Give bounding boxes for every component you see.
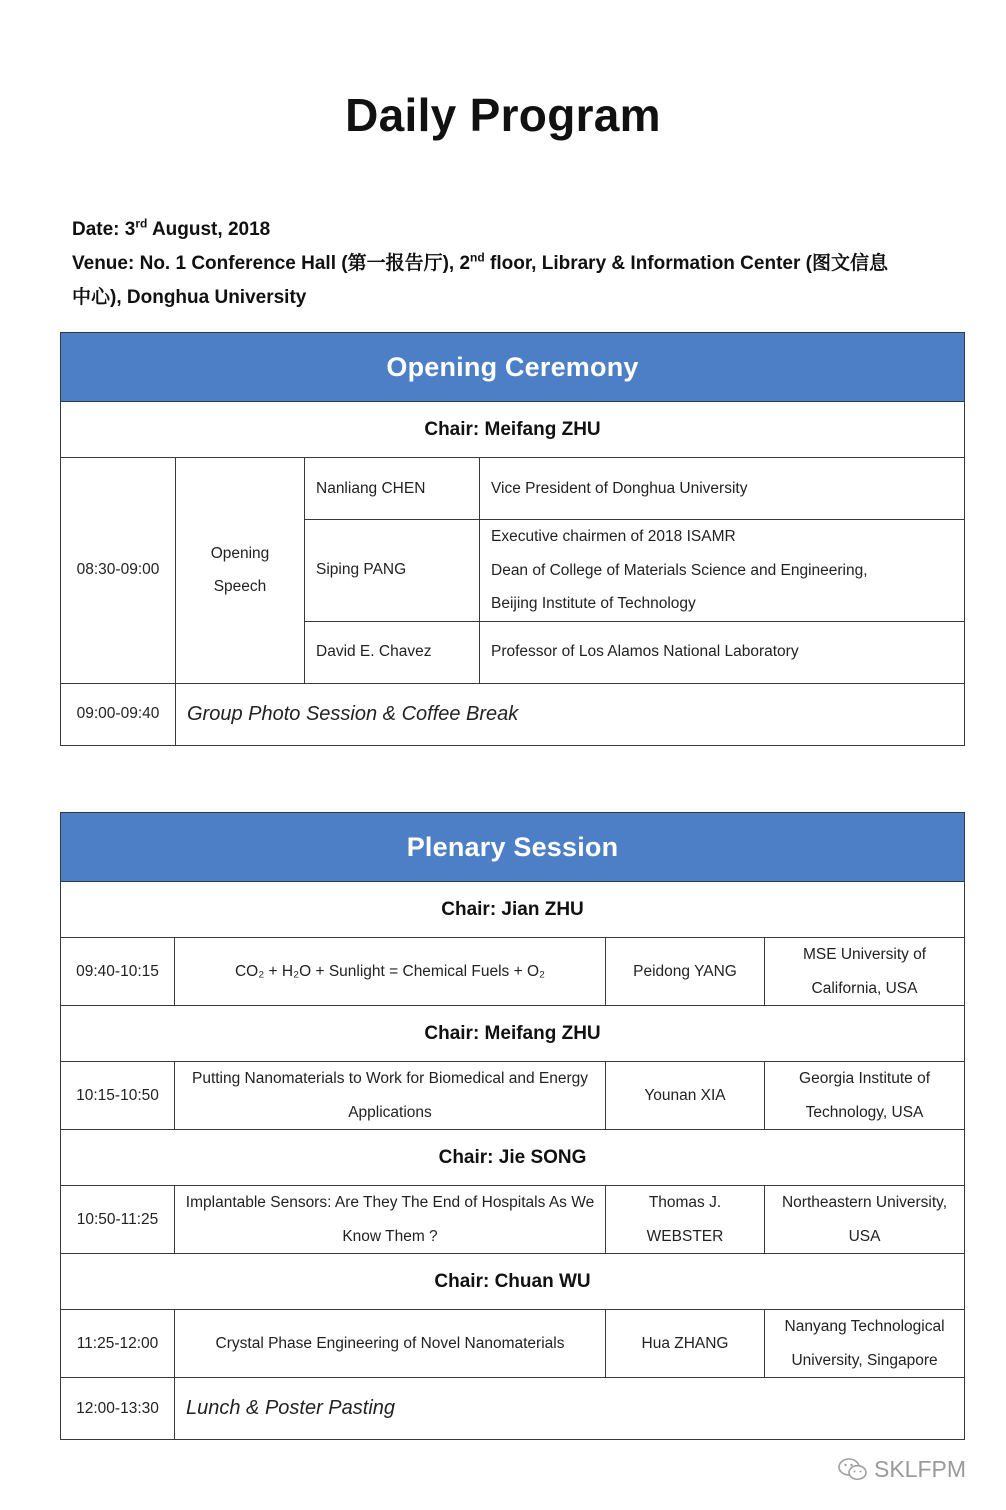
opening-item-line: Opening <box>210 544 270 562</box>
speaker-role <box>480 520 965 622</box>
speaker-role-line: Dean of College of Materials Science and Engineering, <box>491 561 868 579</box>
plenary-chair-row <box>61 1130 965 1186</box>
talk-affiliation-line: Georgia Institute of <box>799 1070 930 1087</box>
talk-title-line: Applications <box>348 1103 432 1121</box>
break-text: Lunch & Poster Pasting <box>175 1378 965 1440</box>
talk-speaker <box>606 1310 765 1378</box>
talk-speaker-line: Hua ZHANG <box>641 1334 729 1352</box>
speaker-role: Professor of Los Alamos National Laboratory <box>480 621 965 683</box>
talk-time: 10:15-10:50 <box>61 1062 175 1130</box>
talk-affiliation-line: Technology, USA <box>805 1103 924 1121</box>
talk-affiliation-line: USA <box>848 1227 881 1245</box>
plenary-header: Plenary Session <box>61 813 965 882</box>
talk-title-line: Putting Nanomaterials to Work for Biomedical and Energy <box>191 1070 588 1087</box>
talk-title-line: Know Them ? <box>342 1227 438 1245</box>
talk-speaker <box>606 1062 765 1130</box>
speaker-role: Vice President of Donghua University <box>480 458 965 520</box>
date-suffix: rd <box>135 216 148 231</box>
plenary-chair-row <box>61 882 965 938</box>
opening-item <box>176 458 305 684</box>
talk-speaker-line: WEBSTER <box>646 1227 724 1245</box>
talk-title <box>175 938 606 1006</box>
talk-title <box>175 1062 606 1130</box>
talk-title-line: CO₂ + H₂O + Sunlight = Chemical Fuels + O₂ <box>234 962 546 980</box>
talk-row <box>61 1310 965 1378</box>
plenary-chair: Chair: Jian ZHU <box>61 882 965 938</box>
opening-header: Opening Ceremony <box>61 333 965 402</box>
watermark <box>838 1456 966 1483</box>
talk-affiliation-line: California, USA <box>811 979 918 997</box>
talk-affiliation <box>765 1186 965 1254</box>
talk-affiliation-line: University, Singapore <box>791 1351 938 1369</box>
date-day: 3 <box>124 219 136 240</box>
talk-speaker <box>606 1186 765 1254</box>
break-row <box>61 1378 965 1440</box>
break-row <box>61 683 965 745</box>
break-text: Group Photo Session & Coffee Break <box>176 683 965 745</box>
talk-affiliation <box>765 1310 965 1378</box>
talk-title-line: Implantable Sensors: Are They The End of Hospitals As We <box>185 1194 595 1211</box>
page-title: Daily Program <box>345 89 661 141</box>
talk-title-line: Crystal Phase Engineering of Novel Nanomaterials <box>215 1334 565 1352</box>
plenary-chair: Chair: Jie SONG <box>61 1130 965 1186</box>
plenary-chair-row <box>61 1006 965 1062</box>
talk-affiliation-line: Nanyang Technological <box>784 1318 945 1335</box>
break-time: 12:00-13:30 <box>61 1378 175 1440</box>
speaker-name: Nanliang CHEN <box>305 458 480 520</box>
date-line <box>72 213 962 247</box>
opening-header-row <box>61 333 965 402</box>
plenary-chair-row <box>61 1254 965 1310</box>
opening-chair: Chair: Meifang ZHU <box>61 402 965 458</box>
talk-title <box>175 1310 606 1378</box>
talk-affiliation <box>765 938 965 1006</box>
watermark-text: SKLFPM <box>874 1456 967 1482</box>
speaker-role-line: Executive chairmen of 2018 ISAMR <box>491 528 736 545</box>
speaker-name: Siping PANG <box>305 520 480 622</box>
plenary-header-row <box>61 813 965 882</box>
talk-time: 11:25-12:00 <box>61 1310 175 1378</box>
date-label: Date: <box>72 219 120 240</box>
date-rest: August, 2018 <box>151 219 271 240</box>
plenary-session-table <box>60 812 965 1440</box>
opening-chair-row <box>61 402 965 458</box>
talk-affiliation <box>765 1062 965 1130</box>
venue-part2: floor, Library & Information Center (图文信息 <box>490 253 888 274</box>
opening-time: 08:30-09:00 <box>61 458 176 684</box>
venue-floor-suffix: nd <box>470 250 485 265</box>
plenary-chair: Chair: Meifang ZHU <box>61 1006 965 1062</box>
talk-speaker-line: Younan XIA <box>644 1086 726 1104</box>
talk-title <box>175 1186 606 1254</box>
venue-label: Venue: <box>72 253 135 274</box>
talk-speaker-line: Peidong YANG <box>633 962 737 980</box>
opening-item-line: Speech <box>213 578 267 596</box>
speaker-row <box>61 458 965 520</box>
talk-speaker-line: Thomas J. <box>648 1194 722 1211</box>
break-time: 09:00-09:40 <box>61 683 176 745</box>
talk-row <box>61 938 965 1006</box>
wechat-icon <box>838 1457 868 1483</box>
talk-time: 10:50-11:25 <box>61 1186 175 1254</box>
talk-affiliation-line: MSE University of <box>802 946 927 963</box>
speaker-name: David E. Chavez <box>305 621 480 683</box>
talk-row <box>61 1062 965 1130</box>
talk-speaker <box>606 938 765 1006</box>
talk-row <box>61 1186 965 1254</box>
talk-time: 09:40-10:15 <box>61 938 175 1006</box>
venue-block <box>72 247 962 315</box>
plenary-chair: Chair: Chuan WU <box>61 1254 965 1310</box>
venue-line2: 中心), Donghua University <box>72 287 307 308</box>
opening-ceremony-table <box>60 332 965 746</box>
venue-part1: No. 1 Conference Hall (第一报告厅), 2 <box>139 253 471 274</box>
speaker-role-line: Beijing Institute of Technology <box>491 595 696 612</box>
talk-affiliation-line: Northeastern University, <box>781 1194 948 1211</box>
